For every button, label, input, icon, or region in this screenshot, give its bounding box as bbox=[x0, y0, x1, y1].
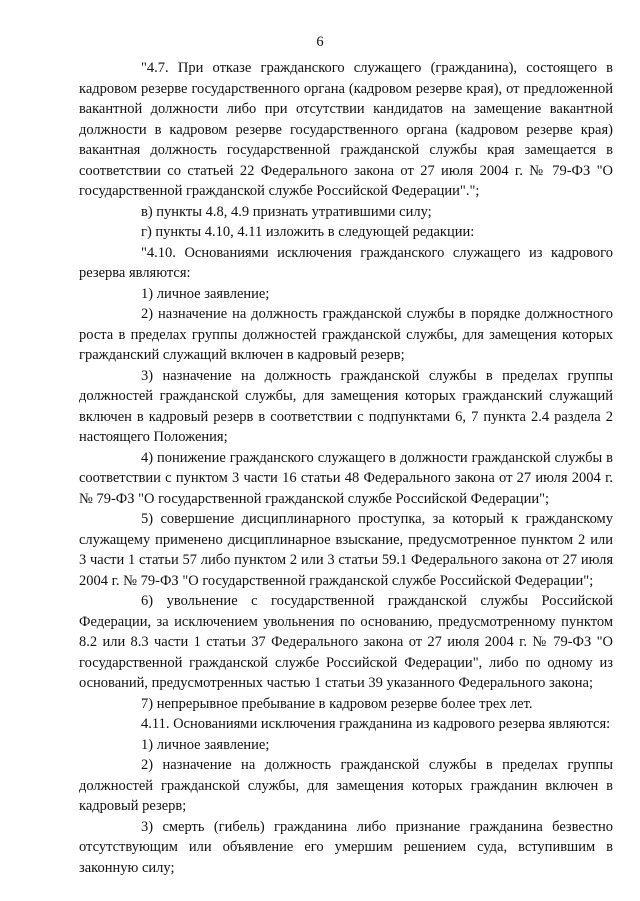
paragraph-4-10-sub-3: 3) назначение на должность гражданской службы в пределах группы должностей гражданской службы, для замещения которых гражданский служащий включен в кадровый резерв в соответствии с подпунктами 6, 7 пункта 2.4 раздела 2 настоящего Положения; bbox=[79, 367, 613, 445]
document-body bbox=[79, 58, 613, 878]
paragraph-4-10: "4.10. Основаниями исключения гражданского служащего из кадрового резерва являются: bbox=[79, 244, 613, 281]
paragraph-4-10-sub-6: 6) увольнение с государственной гражданской службы Российской Федерации, за исключением увольнения по основанию, предусмотренному пунктом 8.2 или 8.3 части 1 статьи 37 Федерального закона от 27 июля 2004 г. № 79-ФЗ "О государственной гражданской службе Российской Федерации", либо по одному из оснований, предусмотренных частью 1 статьи 39 указанного Федерального закона; bbox=[79, 593, 613, 691]
paragraph-4-11-sub-1: 1) личное заявление; bbox=[141, 736, 270, 753]
paragraph-4-10-sub-1: 1) личное заявление; bbox=[141, 285, 270, 302]
paragraph-4-10-sub-5: 5) совершение дисциплинарного проступка, за который к гражданскому служащему применено дисциплинарное взыскание, предусмотренное пунктом 2 или 3 части 1 статьи 57 либо пунктом 2 или 3 статьи 59.1 Федерального закона от 27 июля 2004 г. № 79-ФЗ "О государственной гражданской службе Российской Федерации"; bbox=[79, 511, 613, 589]
paragraph-4-10-sub-2: 2) назначение на должность гражданской службы в порядке должностного роста в пределах группы должностей гражданской службы, для замещения которых гражданский служащий включен в кадровый резерв; bbox=[79, 306, 613, 363]
paragraph-item-g: г) пункты 4.10, 4.11 изложить в следующей редакции: bbox=[141, 224, 475, 240]
paragraph-4-10-sub-4: 4) понижение гражданского служащего в должности гражданской службы в соответствии с пунктом 3 части 16 статьи 48 Федерального закона от 27 июля 2004 г. № 79-ФЗ "О государственной гражданской службе Российской Федерации"; bbox=[79, 449, 613, 507]
paragraph-item-v: в) пункты 4.8, 4.9 признать утратившими силу; bbox=[141, 203, 432, 220]
paragraph-4-11: 4.11. Основаниями исключения гражданина из кадрового резерва являются: bbox=[141, 716, 611, 732]
paragraph-4-7: "4.7. При отказе гражданского служащего (гражданина), состоящего в кадровом резерве государственного органа (кадровом резерве края), от предложенной вакантной должности либо при отсутствии кандидатов на замещение вакантной должности в кадровом резерве государственного органа (кадровом резерве края) вакантная должность государственной гражданской службы края замещается в соответствии со статьей 22 Федерального закона от 27 июля 2004 г. № 79-ФЗ "О государственной гражданской службе Российской Федерации"."; bbox=[79, 60, 613, 199]
paragraph-4-11-sub-2: 2) назначение на должность гражданской службы в пределах группы должностей гражданской службы, для замещения которых гражданин включен в кадровый резерв; bbox=[79, 757, 613, 814]
paragraph-4-10-sub-7: 7) непрерывное пребывание в кадровом резерве более трех лет. bbox=[141, 695, 533, 712]
paragraph-4-11-sub-3: 3) смерть (гибель) гражданина либо признание гражданина безвестно отсутствующим или объявление его умершим решением суда, вступившим в законную силу; bbox=[79, 818, 613, 876]
page-number: 6 bbox=[316, 34, 324, 50]
